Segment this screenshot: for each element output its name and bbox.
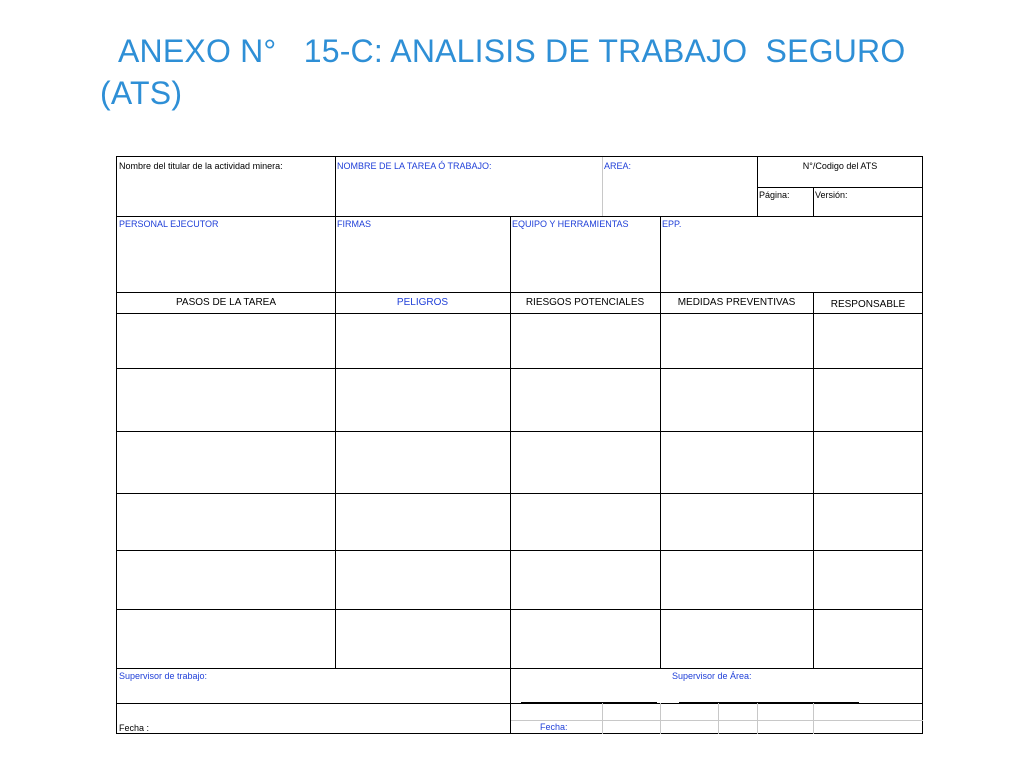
faint-divider-1	[602, 703, 603, 734]
rows-bottom-line	[117, 668, 923, 669]
title-line-1: ANEXO N° 15-C: ANALISIS DE TRABAJO SEGURO	[118, 33, 906, 69]
faint-divider-5	[813, 703, 814, 734]
column-divider-3	[660, 292, 661, 668]
faint-divider-4	[757, 703, 758, 734]
personal-ejecutor-label: PERSONAL EJECUTOR	[119, 219, 219, 229]
pagina-label: Página:	[759, 190, 790, 200]
signature-line-1	[521, 702, 657, 703]
version-label: Versión:	[815, 190, 848, 200]
row-line-5	[117, 609, 923, 610]
personal-divider-2	[510, 216, 511, 293]
fecha-left-label: Fecha :	[119, 723, 150, 733]
personal-divider-1	[335, 216, 336, 293]
equipo-label: EQUIPO Y HERRAMIENTAS	[512, 219, 629, 229]
column-header-riesgos: RIESGOS POTENCIALES	[525, 297, 645, 308]
titular-label: Nombre del titular de la actividad minera:	[119, 161, 283, 171]
ats-form	[116, 156, 923, 734]
title-line-2: (ATS)	[100, 75, 183, 111]
supervisor-trabajo-label: Supervisor de trabajo:	[119, 671, 208, 681]
area-label: AREA:	[604, 161, 632, 171]
code-divider-line	[757, 187, 923, 188]
personal-bottom-line	[117, 292, 923, 293]
row-line-1	[117, 368, 923, 369]
row-line-3	[117, 493, 923, 494]
page-title	[100, 30, 980, 114]
supervisor-bottom-line	[117, 703, 923, 704]
fecha-right-label: Fecha:	[540, 722, 568, 732]
column-header-peligros: PELIGROS	[396, 297, 449, 308]
row-line-4	[117, 550, 923, 551]
faint-divider-3	[718, 703, 719, 734]
epp-label: EPP.	[662, 219, 682, 229]
faint-divider-2	[660, 703, 661, 734]
column-header-pasos: PASOS DE LA TAREA	[175, 297, 277, 308]
header-divider-2	[602, 157, 603, 216]
header-bottom-line	[117, 216, 923, 217]
tarea-label: NOMBRE DE LA TAREA Ó TRABAJO:	[337, 161, 492, 171]
firmas-label: FIRMAS	[337, 219, 372, 229]
columns-header-line	[117, 313, 923, 314]
column-divider-1	[335, 292, 336, 668]
column-divider-2	[510, 292, 511, 734]
pagina-divider	[813, 187, 814, 216]
supervisor-area-label: Supervisor de Área:	[672, 671, 752, 681]
row-line-2	[117, 431, 923, 432]
column-header-responsable: RESPONSABLE	[830, 299, 906, 310]
column-divider-4	[813, 292, 814, 668]
codigo-label: N°/Codigo del ATS	[802, 161, 878, 171]
signature-line-2	[679, 702, 859, 703]
personal-divider-3	[660, 216, 661, 293]
fecha-faint-line	[510, 720, 923, 721]
header-divider-1	[335, 157, 336, 216]
column-header-medidas: MEDIDAS PREVENTIVAS	[677, 297, 796, 308]
